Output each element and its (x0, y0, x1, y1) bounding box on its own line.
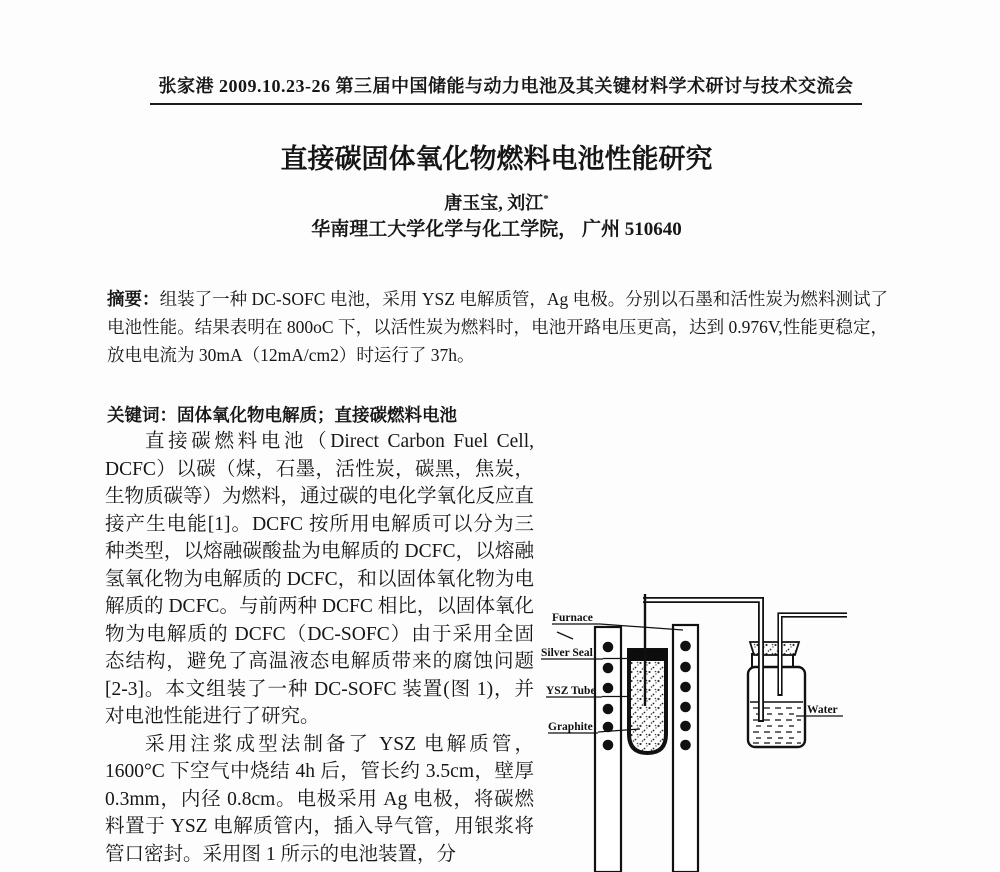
keywords-text: 固体氧化物电解质；直接碳燃料电池 (177, 404, 457, 425)
silver-seal (627, 649, 668, 661)
corresponding-author-mark: * (543, 193, 549, 205)
apparatus-diagram (540, 580, 888, 872)
keywords-label: 关键词： (107, 404, 177, 425)
paragraph-1: 直接碳燃料电池（Direct Carbon Fuel Cell, DCFC）以碳（煤，石墨，活性炭，碳黑，焦炭，生物质碳等）为燃料，通过碳的电化学氧化反应直接产生电能[1]。DCFC 按所用电解质可以分为三种类型，以熔融碳酸盐为电解质的 DCFC，以熔融氢氧化物为电解质的 DCFC，和以固体氧化物为电解质的 DCFC。与前两种 DCFC 相比，以固体氧化物为电解质的 DCFC（DC-SOFC）由于采用全固态结构，避免了高温液态电解质带来的腐蚀问题[2-3]。本文组装了一种 DC-SOFC 装置(图 1)，并对电池性能进行了研究。 (105, 431, 535, 727)
figure-1-apparatus (540, 580, 888, 872)
bottle-body (748, 667, 805, 747)
authors-line (105, 189, 888, 215)
water-bottle (748, 642, 805, 747)
keywords-line (107, 402, 888, 427)
figure-label-graphite: Graphite (548, 721, 593, 733)
paper-title: 直接碳固体氧化物燃料电池性能研究 (280, 144, 713, 174)
figure-label-silver-seal: Silver Seal (541, 647, 593, 659)
abstract-label: 摘要： (107, 288, 160, 309)
conference-header: 张家港 2009.10.23-26 第三届中国储能与动力电池及其关键材料学术研讨与技术交流会 (150, 72, 862, 105)
figure-label-ysz-tube: YSZ Tube (546, 685, 596, 697)
abstract-text: 组装了一种 DC-SOFC 电池，采用 YSZ 电解质管，Ag 电极。分别以石墨和活性炭为燃料测试了电池性能。结果表明在 800oC 下，以活性炭为燃料时，电池开路电压更高，达到 0.976V,性能更稳定，放电电流为 30mA（12mA/cm2）时运行了 37h。 (107, 288, 889, 365)
ysz-tube (629, 650, 666, 753)
figure-label-furnace: Furnace (552, 612, 593, 624)
affiliation-line: 华南理工大学化学与化工学院， 广州 510640 (311, 219, 682, 240)
paragraph-2: 采用注浆成型法制备了 YSZ 电解质管，1600°C 下空气中烧结 4h 后，管长约 3.5cm，壁厚 0.3mm，内径 0.8cm。电极采用 Ag 电极，将碳燃料置于 YSZ 电解质管内，插入导气管，用银浆将管口密封。采用图 1 所示的电池装置，分 (105, 733, 534, 865)
bottle-stopper (750, 642, 799, 655)
authors-names: 唐玉宝, 刘江 (444, 193, 544, 213)
ysz-tube-assembly (627, 649, 668, 753)
figure-label-water: Water (807, 704, 838, 716)
abstract-paragraph (107, 285, 888, 369)
body-text (105, 428, 888, 872)
